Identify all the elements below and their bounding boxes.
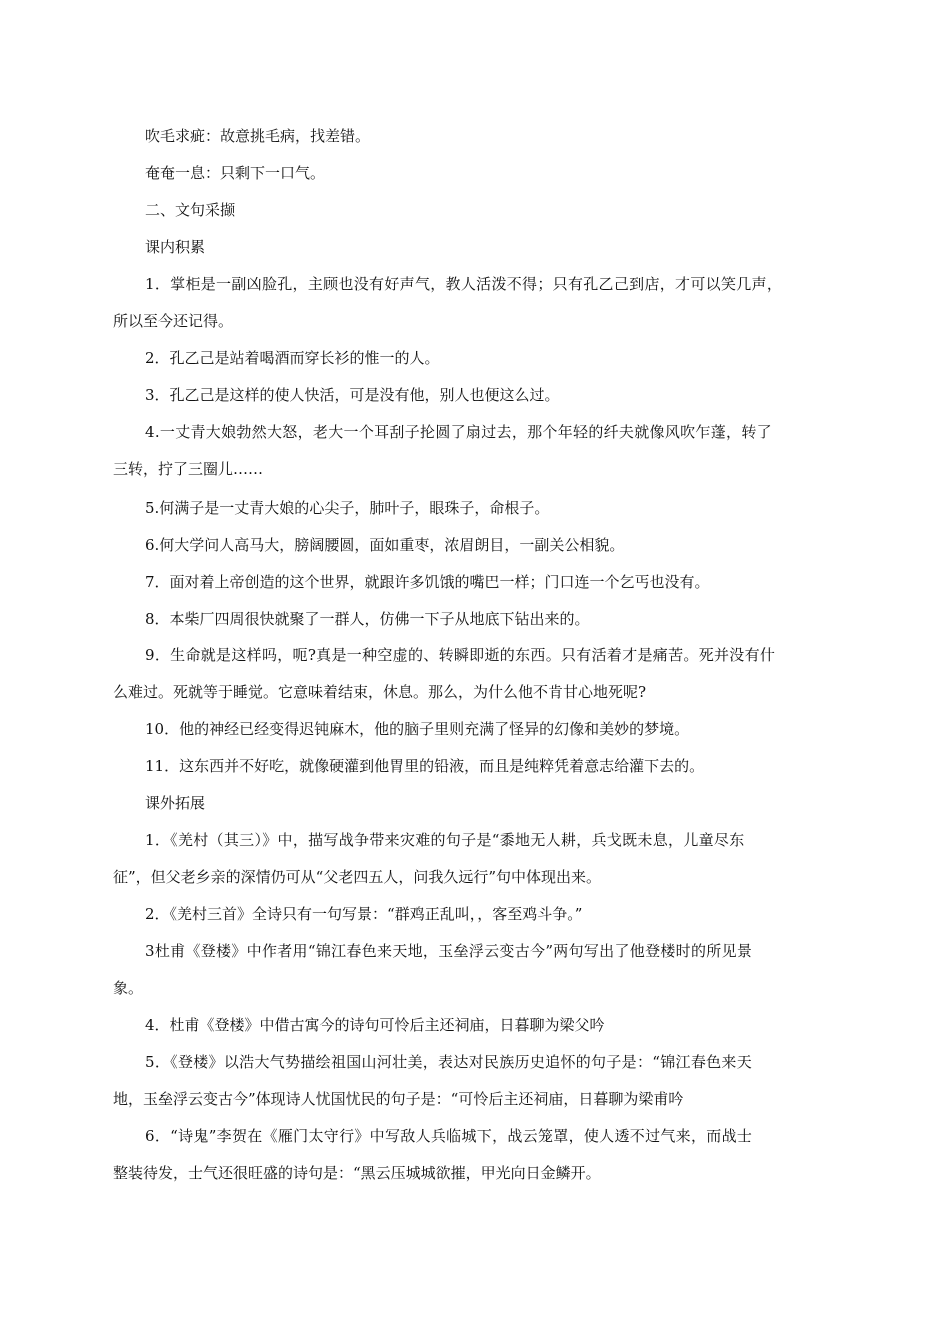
text-line: 课外拓展 (145, 794, 206, 812)
numbered-paragraph (113, 711, 839, 748)
text-line: 1．掌柜是一副凶脸孔，主顾也没有好声气，教人活泼不得；只有孔乙己到店，才可以笑几声， (145, 275, 783, 293)
text-line: 8．本柴厂四周很快就聚了一群人，仿佛一下子从地底下钻出来的。 (145, 610, 590, 628)
numbered-paragraph (113, 933, 839, 1007)
text-line: 所以至今还记得。 (113, 312, 234, 330)
numbered-paragraph (113, 414, 839, 488)
text-line: 么难过。死就等于睡觉。它意味着结束，休息。那么，为什么他不肯甘心地死呢? (113, 683, 647, 701)
numbered-paragraph (113, 822, 839, 896)
text-line: 二、文句采撷 (145, 201, 236, 219)
text-line: 3．孔乙己是这样的使人快活，可是没有他，别人也便这么过。 (145, 386, 560, 404)
numbered-paragraph (113, 266, 839, 340)
numbered-paragraph (113, 527, 839, 564)
numbered-paragraph (113, 601, 839, 638)
numbered-paragraph (113, 637, 839, 711)
text-line: 4．杜甫《登楼》中借古寓今的诗句可怜后主还祠庙，日暮聊为梁父吟 (145, 1016, 605, 1034)
text-line: 1．《羌村（其三）》中，描写战争带来灾难的句子是“黍地无人耕，兵戈既未息，儿童尽东 (145, 831, 745, 849)
subsection-heading (113, 785, 839, 822)
text-line: 9．生命就是这样吗，呃?真是一种空虚的、转瞬即逝的东西。只有活着才是痛苦。死并没有什 (145, 646, 776, 664)
numbered-paragraph (113, 340, 839, 377)
text-line: 5.何满子是一丈青大娘的心尖子，肺叶子，眼珠子，命根子。 (145, 499, 550, 517)
text-line: 2．孔乙己是站着喝酒而穿长衫的惟一的人。 (145, 349, 440, 367)
text-line: 象。 (113, 979, 144, 997)
text-line: 地，玉垒浮云变古今”体现诗人忧国忧民的句子是：“可怜后主还祠庙，日暮聊为梁甫吟 (113, 1090, 684, 1108)
numbered-paragraph (113, 1044, 839, 1118)
text-line: 整装待发，士气还很旺盛的诗句是：“黑云压城城欲摧，甲光向日金鳞开。 (113, 1164, 601, 1182)
section-heading (113, 192, 839, 229)
text-line: 三转，拧了三圈儿…… (113, 460, 264, 478)
numbered-paragraph (113, 490, 839, 527)
numbered-paragraph (113, 896, 839, 933)
text-line: 6．“诗鬼”李贺在《雁门太守行》中写敌人兵临城下，战云笼罩，使人透不过气来，而战士 (145, 1127, 753, 1145)
numbered-paragraph (113, 1007, 839, 1044)
text-line: 3杜甫《登楼》中作者用“锦江春色来天地，玉垒浮云变古今”两句写出了他登楼时的所见景 (145, 942, 753, 960)
text-line: 吹毛求疵：故意挑毛病，找差错。 (145, 127, 371, 145)
subsection-heading (113, 229, 839, 266)
numbered-paragraph (113, 748, 839, 785)
definition-paragraph (113, 118, 839, 155)
text-line: 征”，但父老乡亲的深情仍可从“父老四五人，问我久远行”句中体现出来。 (113, 868, 602, 886)
text-line: 11．这东西并不好吃，就像硬灌到他胃里的铅液，而且是纯粹凭着意志给灌下去的。 (145, 757, 705, 775)
text-line: 2．《羌村三首》全诗只有一句写景：“群鸡正乱叫，，客至鸡斗争。” (145, 905, 583, 923)
text-line: 奄奄一息：只剩下一口气。 (145, 164, 326, 182)
text-line: 5．《登楼》以浩大气势描绘祖国山河壮美，表达对民族历史追怀的句子是：“锦江春色来天 (145, 1053, 753, 1071)
numbered-paragraph (113, 564, 839, 601)
text-line: 7．面对着上帝创造的这个世界，就跟许多饥饿的嘴巴一样；门口连一个乞丐也没有。 (145, 573, 710, 591)
text-line: 课内积累 (145, 238, 206, 256)
numbered-paragraph (113, 1118, 839, 1192)
text-line: 4.一丈青大娘勃然大怒，老大一个耳刮子抡圆了扇过去，那个年轻的纤夫就像风吹乍蓬，转了 (145, 423, 772, 441)
text-line: 6.何大学问人高马大，膀阔腰圆，面如重枣，浓眉朗目，一副关公相貌。 (145, 536, 625, 554)
numbered-paragraph (113, 377, 839, 414)
definition-paragraph (113, 155, 839, 192)
text-line: 10．他的神经已经变得迟钝麻木，他的脑子里则充满了怪异的幻像和美妙的梦境。 (145, 720, 690, 738)
